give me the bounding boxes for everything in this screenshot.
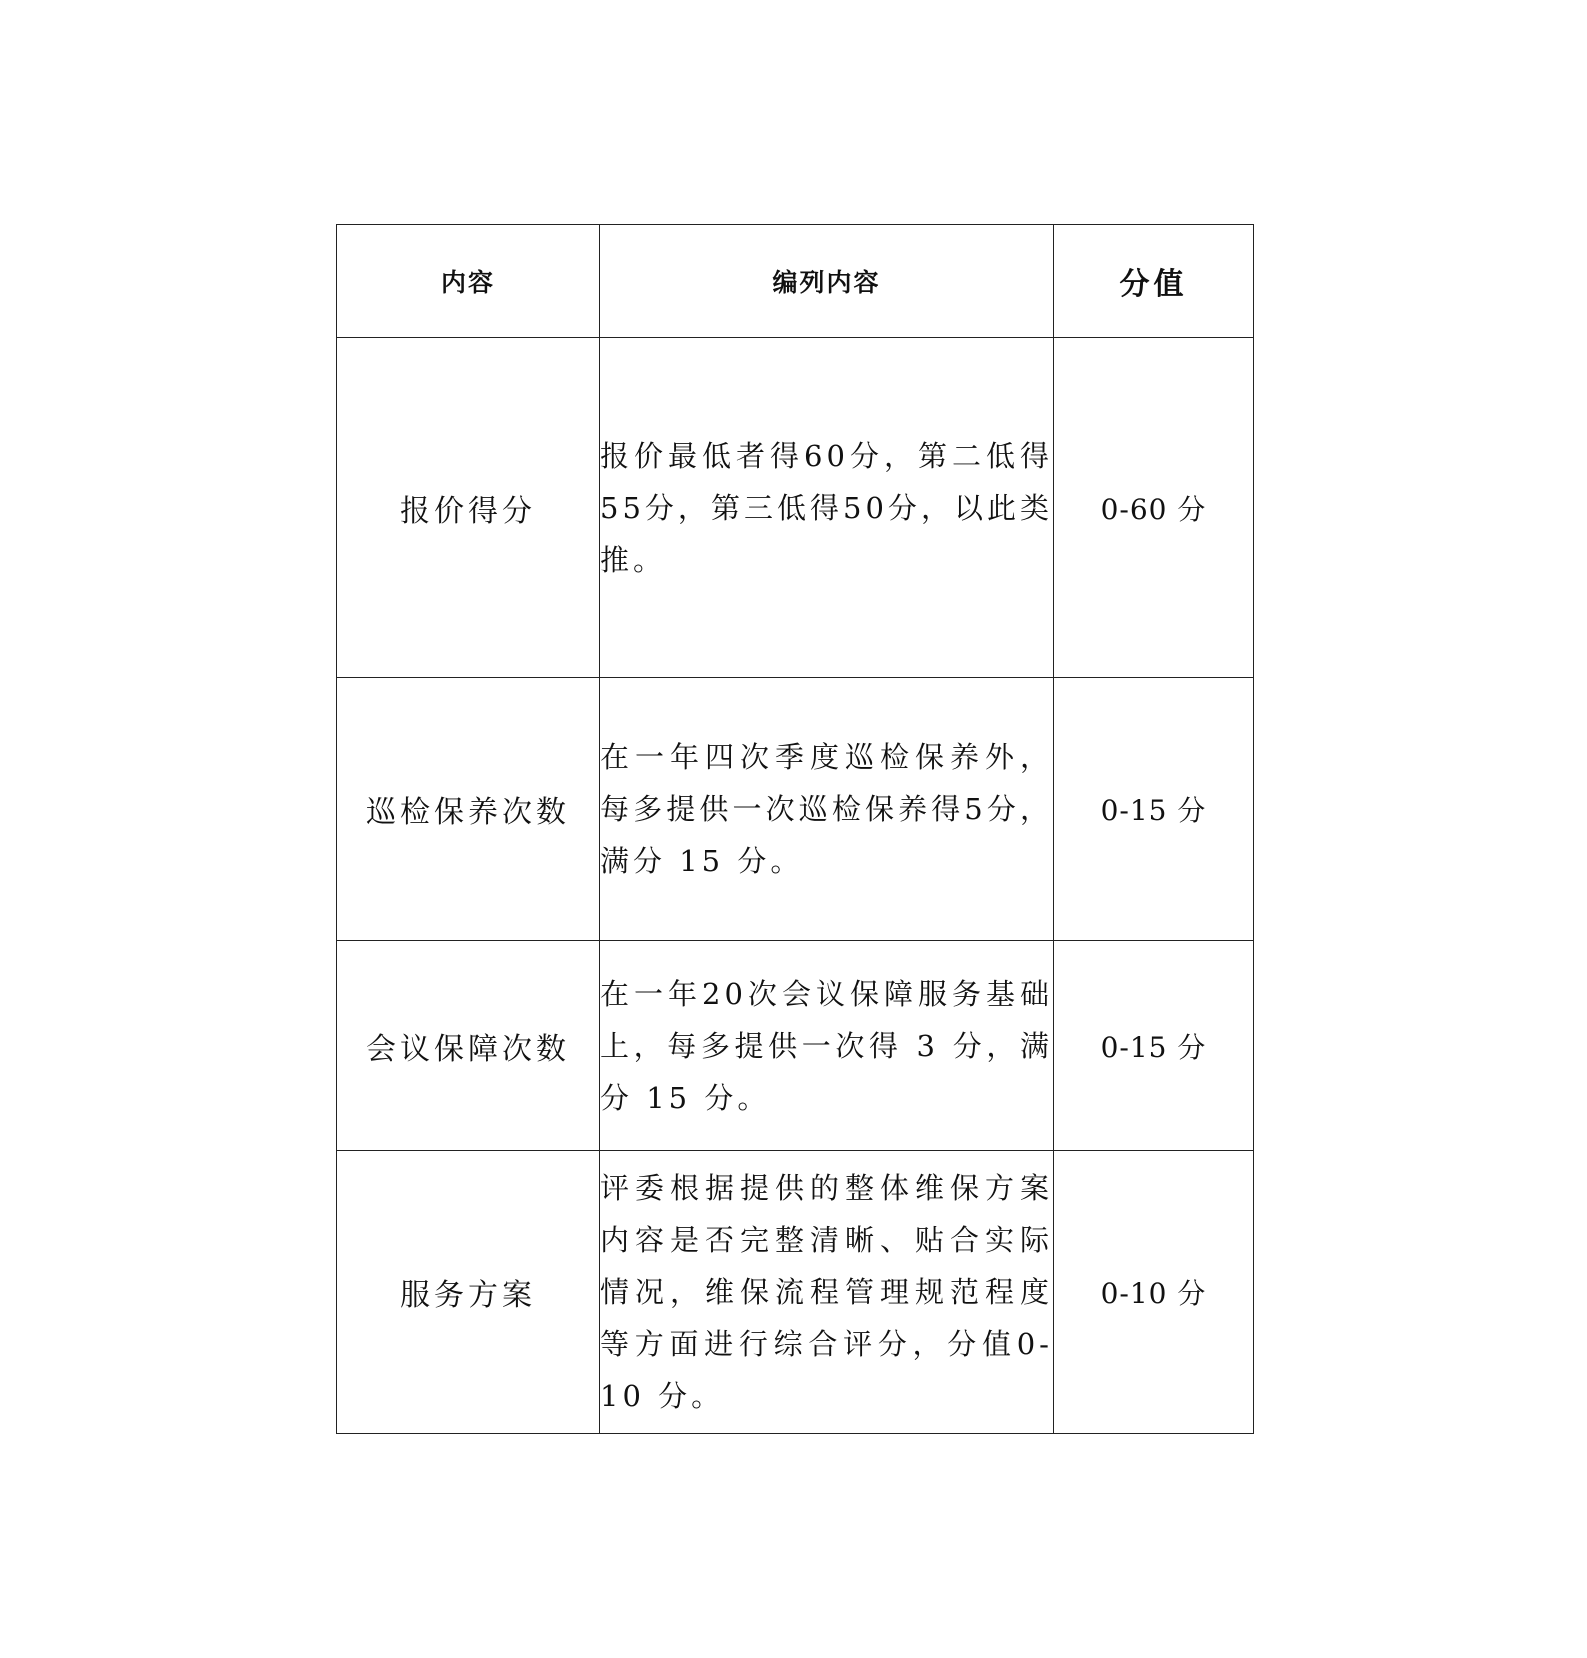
row-item: 会议保障次数 xyxy=(337,941,600,1151)
row-content: 评委根据提供的整体维保方案内容是否完整清晰、贴合实际情况，维保流程管理规范程度等方面进行综合评分，分值0-10 分。 xyxy=(600,1151,1054,1434)
table-row xyxy=(337,678,1254,941)
row-item: 巡检保养次数 xyxy=(337,678,600,941)
table-row xyxy=(337,941,1254,1151)
row-score: 0-15 分 xyxy=(1054,678,1254,941)
row-score: 0-15 分 xyxy=(1054,941,1254,1151)
table-row xyxy=(337,1151,1254,1434)
header-score: 分值 xyxy=(1054,225,1254,338)
row-score: 0-10 分 xyxy=(1054,1151,1254,1434)
table-header-row xyxy=(337,225,1254,338)
table-row xyxy=(337,338,1254,678)
row-item: 服务方案 xyxy=(337,1151,600,1434)
scoring-table xyxy=(336,224,1254,1434)
row-content: 在一年20次会议保障服务基础上，每多提供一次得 3 分，满分 15 分。 xyxy=(600,941,1054,1151)
header-item: 内容 xyxy=(337,225,600,338)
row-item: 报价得分 xyxy=(337,338,600,678)
row-content: 在一年四次季度巡检保养外，每多提供一次巡检保养得5分，满分 15 分。 xyxy=(600,678,1054,941)
row-content: 报价最低者得60分，第二低得55分，第三低得50分，以此类推。 xyxy=(600,338,1054,678)
header-content: 编列内容 xyxy=(600,225,1054,338)
row-score: 0-60 分 xyxy=(1054,338,1254,678)
